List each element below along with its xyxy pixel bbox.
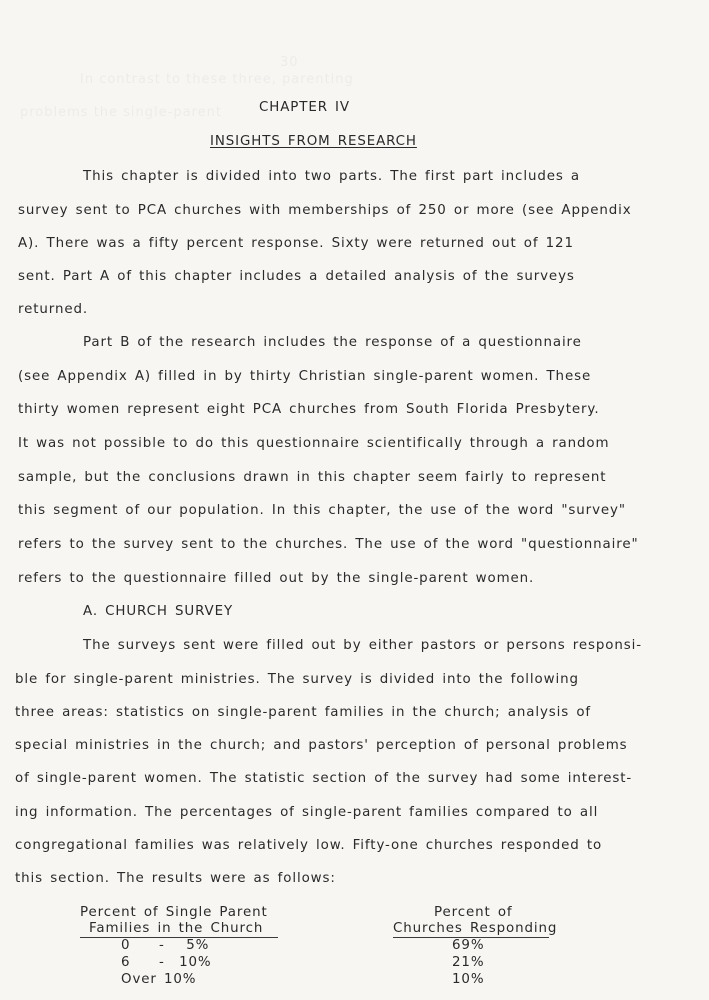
body-line: This chapter is divided into two parts. The first part includes a xyxy=(83,169,581,184)
body-line: The surveys sent were filled out by either pastors or persons responsi- xyxy=(83,638,642,653)
body-line: of single-parent women. The statistic section of the survey had some interest- xyxy=(15,771,633,786)
body-line: Part B of the research includes the response of a questionnaire xyxy=(83,335,582,350)
body-line: sent. Part A of this chapter includes a detailed analysis of the surveys xyxy=(18,269,575,284)
chapter-number: CHAPTER IV xyxy=(259,100,350,115)
body-line: three areas: statistics on single-parent families in the church; analysis of xyxy=(15,705,592,720)
body-line: this segment of our population. In this chapter, the use of the word "survey" xyxy=(18,503,626,518)
bleed-through-text xyxy=(80,72,354,87)
body-line: refers to the questionnaire filled out by the single-parent women. xyxy=(18,571,535,586)
table-row-range: 0 - 5% xyxy=(121,938,210,953)
body-line: survey sent to PCA churches with memberships of 250 or more (see Appendix xyxy=(18,203,632,218)
table-header-col2: Churches Responding xyxy=(393,921,558,936)
section-heading: A. CHURCH SURVEY xyxy=(83,604,234,619)
body-line: refers to the survey sent to the churches. The use of the word "questionnaire" xyxy=(18,537,639,552)
table-row-value: 10% xyxy=(452,972,485,987)
body-line: It was not possible to do this questionnaire scientifically through a random xyxy=(18,436,610,451)
body-line: (see Appendix A) filled in by thirty Christian single-parent women. These xyxy=(18,369,592,384)
table-header-col2: Percent of xyxy=(434,905,513,920)
chapter-title: INSIGHTS FROM RESEARCH xyxy=(210,134,417,149)
table-row-range: Over 10% xyxy=(121,972,197,987)
body-line: ble for single-parent ministries. The survey is divided into the following xyxy=(15,672,579,687)
table-header-col1: Families in the Church xyxy=(89,921,264,936)
body-line: A). There was a fifty percent response. Sixty were returned out of 121 xyxy=(18,236,574,251)
body-line: ing information. The percentages of single-parent families compared to all xyxy=(15,805,599,820)
body-line: thirty women represent eight PCA churches from South Florida Presbytery. xyxy=(18,402,600,417)
body-line: returned. xyxy=(18,302,89,317)
table-row-value: 21% xyxy=(452,955,485,970)
body-line: special ministries in the church; and pastors' perception of personal problems xyxy=(15,738,628,753)
body-line: this section. The results were as follows: xyxy=(15,871,336,886)
table-header-col1: Percent of Single Parent xyxy=(80,905,268,920)
bleed-through-text xyxy=(280,55,299,70)
body-line: sample, but the conclusions drawn in this chapter seem fairly to represent xyxy=(18,470,607,485)
table-row-value: 69% xyxy=(452,938,485,953)
body-line: congregational families was relatively low. Fifty-one churches responded to xyxy=(15,838,603,853)
bleed-through-text xyxy=(20,105,222,120)
table-row-range: 6 - 10% xyxy=(121,955,212,970)
